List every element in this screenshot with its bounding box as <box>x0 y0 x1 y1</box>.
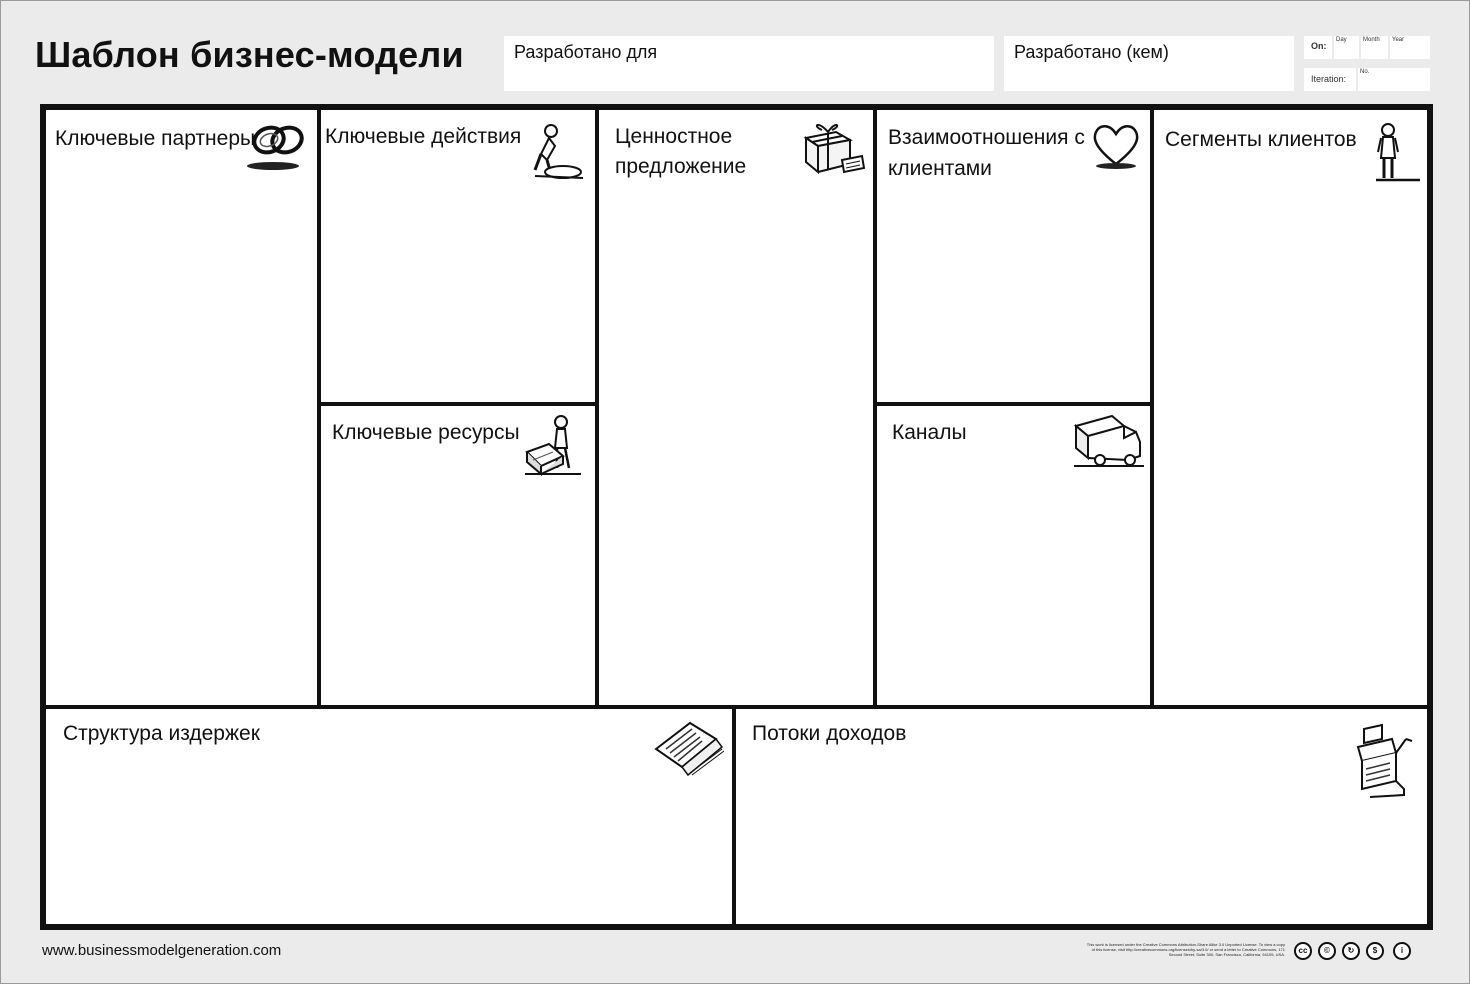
iteration-label: Iteration: <box>1311 74 1347 84</box>
key-partners-block[interactable] <box>46 110 317 705</box>
heart-icon <box>1090 120 1142 170</box>
receipt-icon <box>652 717 724 777</box>
day-label: Day <box>1336 37 1347 43</box>
iteration-no-label: No. <box>1360 69 1370 75</box>
designed-for-field[interactable] <box>504 36 994 91</box>
footer-website-link[interactable]: www.businessmodelgeneration.com <box>42 942 282 959</box>
person-icon <box>1372 122 1424 184</box>
customer-segments-block[interactable] <box>1154 110 1427 705</box>
revenue-streams-block[interactable] <box>736 709 1427 924</box>
value-proposition-label-line1: Ценностное <box>615 125 733 148</box>
key-activities-block[interactable] <box>321 110 595 402</box>
page-title: Шаблон бизнес-модели <box>35 34 464 75</box>
designed-by-label: Разработано (кем) <box>1014 42 1169 62</box>
channels-block[interactable] <box>877 406 1150 705</box>
value-proposition-label-line2: предложение <box>615 155 747 178</box>
revenue-streams-label: Потоки доходов <box>752 722 907 745</box>
share-alike-icon: ↻ <box>1342 942 1360 960</box>
customer-relationships-label-line1: Взаимоотношения с <box>888 126 1085 149</box>
key-resources-label: Ключевые ресурсы <box>332 421 520 444</box>
truck-icon <box>1072 412 1146 470</box>
key-activities-label: Ключевые действия <box>325 125 522 148</box>
customer-segments-label: Сегменты клиентов <box>1165 128 1357 151</box>
worker-icon <box>527 120 585 182</box>
person-icon: i <box>1393 942 1411 960</box>
designed-by-field[interactable] <box>1004 36 1294 91</box>
cost-structure-label: Структура издержек <box>63 722 260 745</box>
license-text: This work is licensed under the Creative Commons Attribution-Share Alike 3.0 Unported License. To view a copy of this license, visit http://creativecommons.org/licenses/by-sa/3.0/ or send a letter to Creative Commons, 171 Second Street, Suite 300, San Francisco, California, 94105, USA. <box>1086 942 1285 957</box>
noncommercial-icon: $ <box>1366 942 1384 960</box>
cash-register-icon <box>1352 719 1416 799</box>
month-label: Month <box>1363 37 1380 43</box>
gift-box-icon <box>802 118 866 180</box>
value-proposition-block[interactable] <box>599 110 873 705</box>
channels-label: Каналы <box>892 421 967 444</box>
attribution-icon: © <box>1318 942 1336 960</box>
chain-links-icon <box>247 116 311 172</box>
business-model-canvas <box>40 104 1433 930</box>
cost-structure-block[interactable] <box>46 709 732 924</box>
customer-relationships-block[interactable] <box>877 110 1150 402</box>
on-label: On: <box>1311 41 1327 51</box>
cc-icon: cc <box>1294 942 1312 960</box>
key-partners-label: Ключевые партнеры <box>55 127 256 150</box>
customer-relationships-label-line2: клиентами <box>888 157 992 180</box>
worker-with-machine-icon <box>523 412 585 478</box>
designed-for-label: Разработано для <box>514 42 658 62</box>
key-resources-block[interactable] <box>321 406 595 705</box>
year-label: Year <box>1392 37 1405 43</box>
